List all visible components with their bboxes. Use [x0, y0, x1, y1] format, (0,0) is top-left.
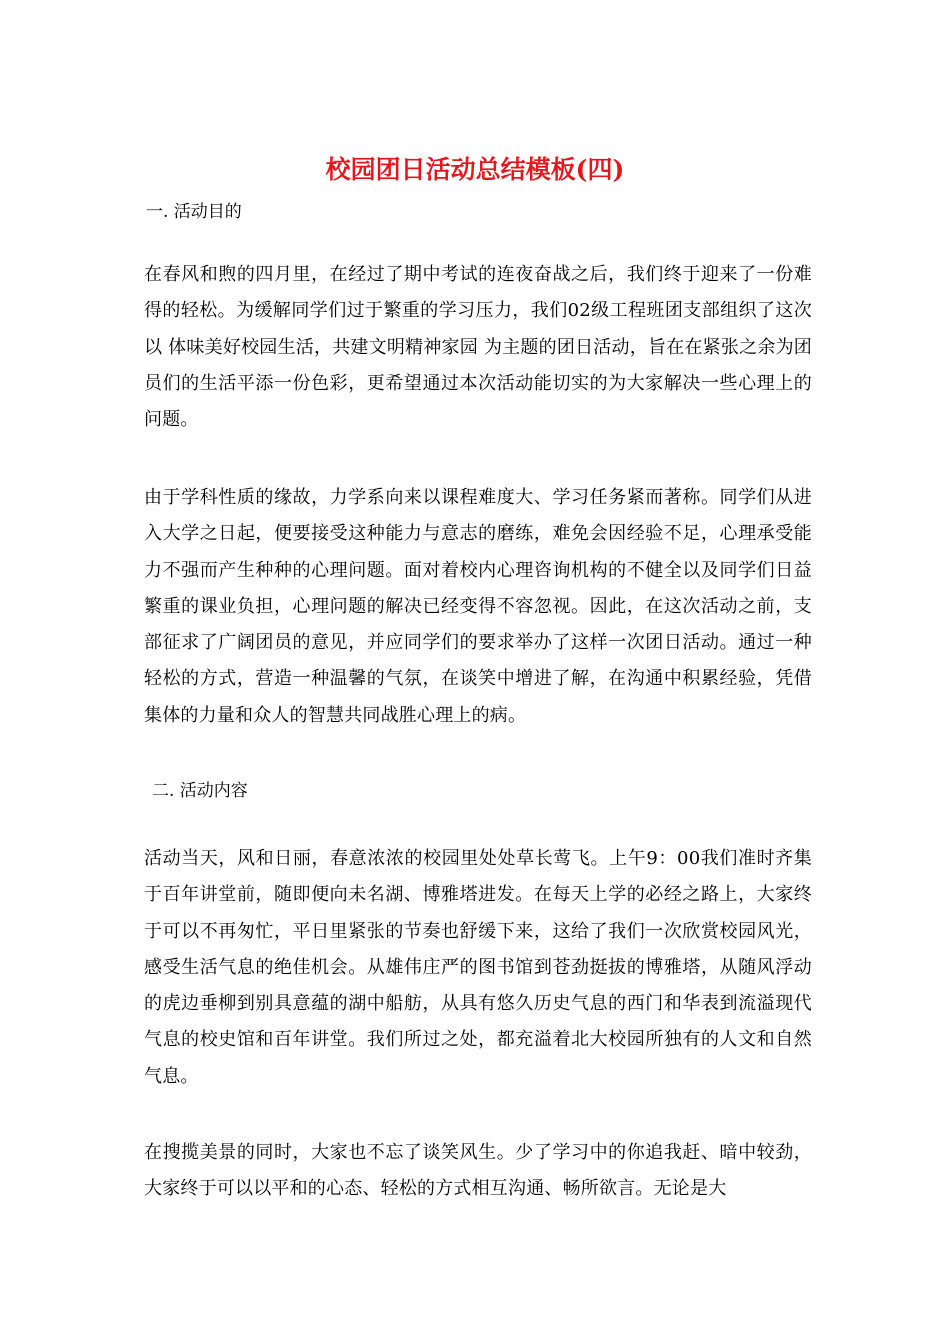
section-heading-purpose: 一. 活动目的	[146, 202, 242, 222]
paragraph-purpose-1: 在春风和煦的四月里，在经过了期中考试的连夜奋战之后，我们终于迎来了一份难得的轻松。为缓解同学们过于繁重的学习压力，我们02级工程班团支部组织了这次以 体味美好校园生活，共建文明精神家园 为主题的团日活动，旨在在紧张之余为团员们的生活平添一份色彩，更希望通过本次活动能切实的为大家解决一些心理上的问题。	[144, 264, 812, 431]
document-title: 校园团日活动总结模板(四)	[325, 155, 625, 184]
paragraph-content-1: 活动当天，风和日丽，春意浓浓的校园里处处草长莺飞。上午9：00我们准时齐集于百年讲堂前，随即便向未名湖、博雅塔进发。在每天上学的必经之路上，大家终于可以不再匆忙，平日里紧张的节奏也舒缓下来，这给了我们一次欣赏校园风光，感受生活气息的绝佳机会。从雄伟庄严的图书馆到苍劲挺拔的博雅塔，从随风浮动的虎边垂柳到别具意蕴的湖中船舫，从具有悠久历史气息的西门和华表到流溢现代气息的校史馆和百年讲堂。我们所过之处，都充溢着北大校园所独有的人文和自然气息。	[144, 848, 812, 1087]
paragraph-content-2: 在搜揽美景的同时，大家也不忘了谈笑风生。少了学习中的你追我赶、暗中较劲，大家终于可以以平和的心态、轻松的方式相互沟通、畅所欲言。无论是大	[144, 1142, 812, 1200]
section-heading-content: 二. 活动内容	[152, 781, 248, 801]
paragraph-purpose-2: 由于学科性质的缘故，力学系向来以课程难度大、学习任务紧而著称。同学们从进入大学之日起，便要接受这种能力与意志的磨练，难免会因经验不足，心理承受能力不强而产生种种的心理问题。面对着校内心理咨询机构的不健全以及同学们日益繁重的课业负担，心理问题的解决已经变得不容忽视。因此，在这次活动之前，支部征求了广阔团员的意见，并应同学们的要求举办了这样一次团日活动。通过一种轻松的方式，营造一种温馨的气氛，在谈笑中增进了解，在沟通中积累经验，凭借集体的力量和众人的智慧共同战胜心理上的病。	[144, 487, 812, 726]
